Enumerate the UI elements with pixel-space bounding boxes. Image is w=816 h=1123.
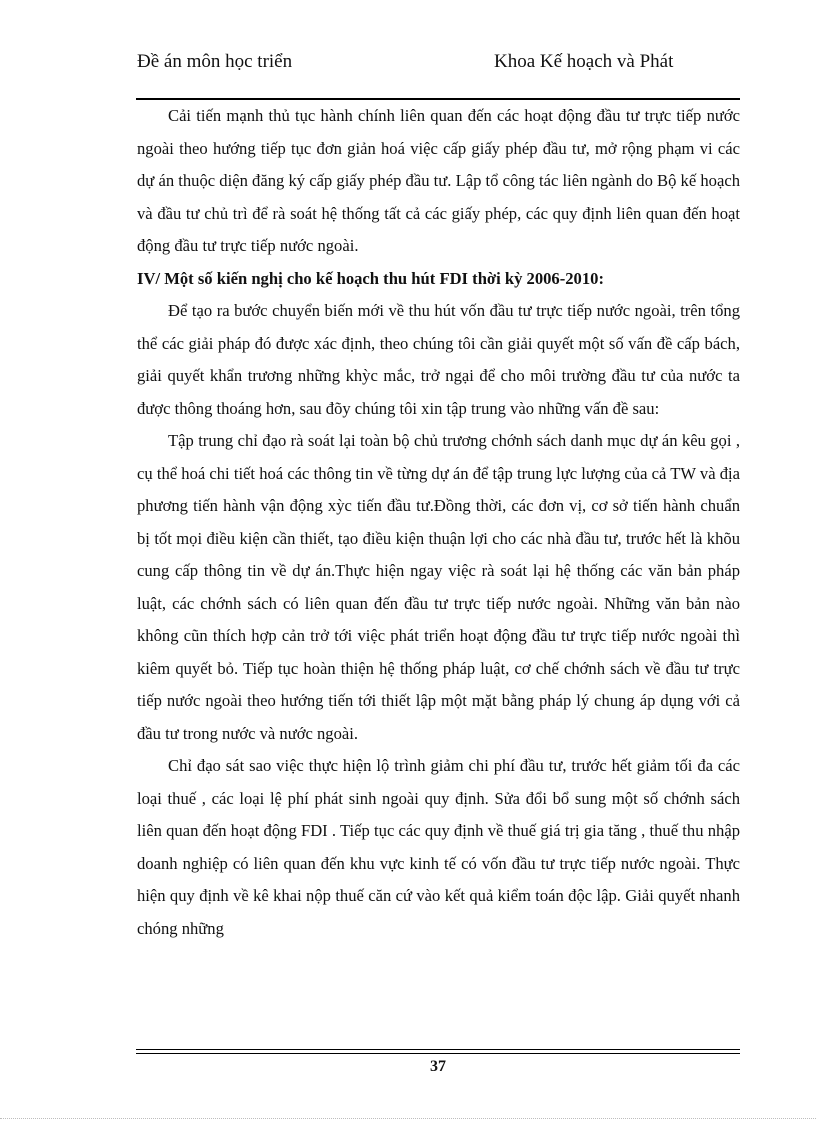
- footer-divider-top: [136, 1049, 740, 1050]
- page-edge-dotted-line: [0, 1118, 816, 1119]
- header-right-title: Khoa Kế hoạch và Phát: [494, 51, 674, 72]
- paragraph-3: Tập trung chỉ đạo rà soát lại toàn bộ chủ trương chớnh sách danh mục dự án kêu gọi , cụ thể hoá chi tiết hoá các thông tin về từng dự án để tập trung lực lượng của cả TW và địa phương tiến hành vận động xỳc tiến đầu tư.Đồng thời, các đơn vị, cơ sở tiến hành chuẩn bị tốt mọi điều kiện cần thiết, tạo điều kiện thuận lợi cho các nhà đầu tư, trước hết là khõu cung cấp thông tin về dự án.Thực hiện ngay việc rà soát lại hệ thống các văn bản pháp luật, các chớnh sách có liên quan đến đầu tư trực tiếp nước ngoài. Những văn bản nào không cũn thích hợp cản trở tới việc phát triển hoạt động đầu tư trực tiếp nước ngoài thì kiêm quyết bỏ. Tiếp tục hoàn thiện hệ thống pháp luật, cơ chế chớnh sách về đầu tư trực tiếp nước ngoài theo hướng tiến tới thiết lập một mặt bằng pháp lý chung áp dụng với cả đầu tư trong nước và nước ngoài.: [137, 431, 740, 743]
- paragraph-2: Để tạo ra bước chuyển biến mới về thu hút vốn đầu tư trực tiếp nước ngoài, trên tổng thể các giải pháp đó được xác định, theo chúng tôi cần giải quyết một số vấn đề cấp bách, giải quyết khẩn trương những khỳc mắc, trở ngại để cho môi trường đầu tư của nước ta được thông thoáng hơn, sau đõy chúng tôi xin tập trung vào những vấn đề sau:: [137, 301, 740, 418]
- section-heading: IV/ Một số kiến nghị cho kế hoạch thu hút FDI thời kỳ 2006-2010:: [137, 268, 604, 288]
- paragraph-1: Cải tiến mạnh thủ tục hành chính liên quan đến các hoạt động đầu tư trực tiếp nước ngoài theo hướng tiếp tục đơn giản hoá việc cấp giấy phép đầu tư, mở rộng phạm vi các dự án thuộc diện đăng ký cấp giấy phép đầu tư. Lập tổ công tác liên ngành do Bộ kế hoạch và đầu tư chủ trì để rà soát hệ thống tất cả các giấy phép, các quy định liên quan đến hoạt động đầu tư trực tiếp nước ngoài.: [137, 106, 740, 255]
- page-number: 37: [430, 1058, 446, 1075]
- header-left-title: Đề án môn học triển: [137, 51, 293, 72]
- document-body: [137, 100, 740, 945]
- footer-divider-bottom: [136, 1053, 740, 1054]
- paragraph-4: Chỉ đạo sát sao việc thực hiện lộ trình giảm chi phí đầu tư, trước hết giảm tối đa các loại thuế , các loại lệ phí phát sinh ngoài quy định. Sửa đổi bổ sung một số chớnh sách liên quan đến hoạt động FDI . Tiếp tục các quy định về thuế giá trị gia tăng , thuế thu nhập doanh nghiệp có liên quan đến khu vực kinh tế có vốn đầu tư trực tiếp nước ngoài. Thực hiện quy định về kê khai nộp thuế căn cứ vào kết quả kiểm toán độc lập. Giải quyết nhanh chóng những: [137, 756, 740, 938]
